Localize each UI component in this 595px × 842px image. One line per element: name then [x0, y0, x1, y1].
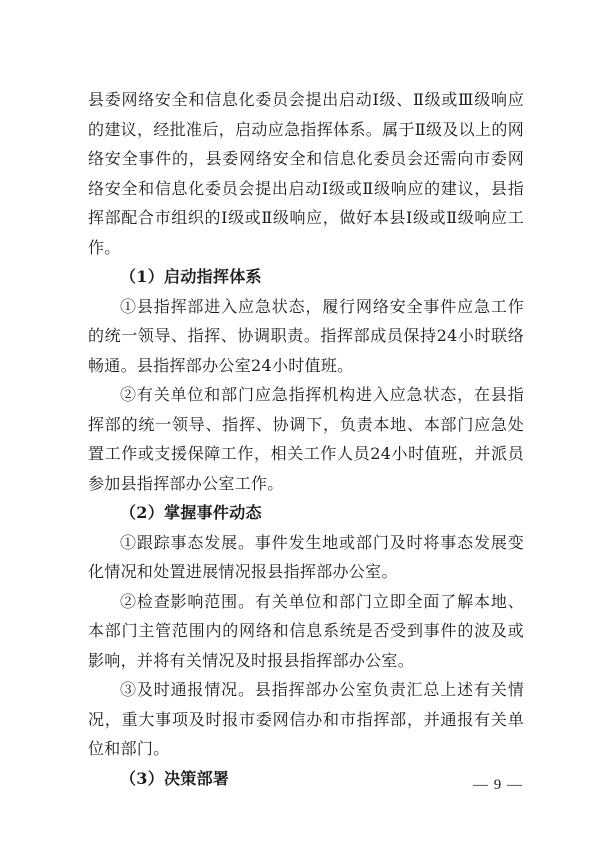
paragraph-command-2: ②有关单位和部门应急指挥机构进入应急状态，在县指挥部的统一领导、指挥、协调下，负责本地、本部门应急处置工作或支援保障工作，相关工作人员24小时值班，并派员参加县指挥部办公室工作。	[88, 385, 524, 493]
paragraph-intro: 县委网络安全和信息化委员会提出启动Ⅰ级、Ⅱ级或Ⅲ级响应的建议，经批准后，启动应急指挥体系。属于Ⅱ级及以上的网络安全事件的，县委网络安全和信息化委员会还需向市委网络安全和信息化委员会提出启动Ⅰ级或Ⅱ级响应的建议，县指挥部配合市组织的Ⅰ级或Ⅱ级响应，做好本县Ⅰ级或Ⅱ级响应工作。	[88, 90, 524, 257]
paragraph-dynamics-3: ③及时通报情况。县指挥部办公室负责汇总上述有关情况，重大事项及时报市委网信办和市指挥部，并通报有关单位和部门。	[88, 680, 524, 758]
section-heading-start-command: （1）启动指挥体系	[120, 267, 262, 286]
paragraph-dynamics-1: ①跟踪事态发展。事件发生地或部门及时将事态发展变化情况和处置进展情况报县指挥部办公室。	[88, 532, 524, 581]
page-number: — 9 —	[473, 777, 523, 793]
paragraph-command-1: ①县指挥部进入应急状态，履行网络安全事件应急工作的统一领导、指挥、协调职责。指挥部成员保持24小时联络畅通。县指挥部办公室24小时值班。	[88, 296, 524, 375]
paragraph-dynamics-2: ②检查影响范围。有关单位和部门立即全面了解本地、本部门主管范围内的网络和信息系统是否受到事件的波及或影响，并将有关情况及时报县指挥部办公室。	[88, 591, 524, 670]
document-body	[88, 85, 524, 793]
section-heading-event-dynamics: （2）掌握事件动态	[120, 503, 262, 522]
section-heading-decision: （3）决策部署	[120, 768, 230, 788]
